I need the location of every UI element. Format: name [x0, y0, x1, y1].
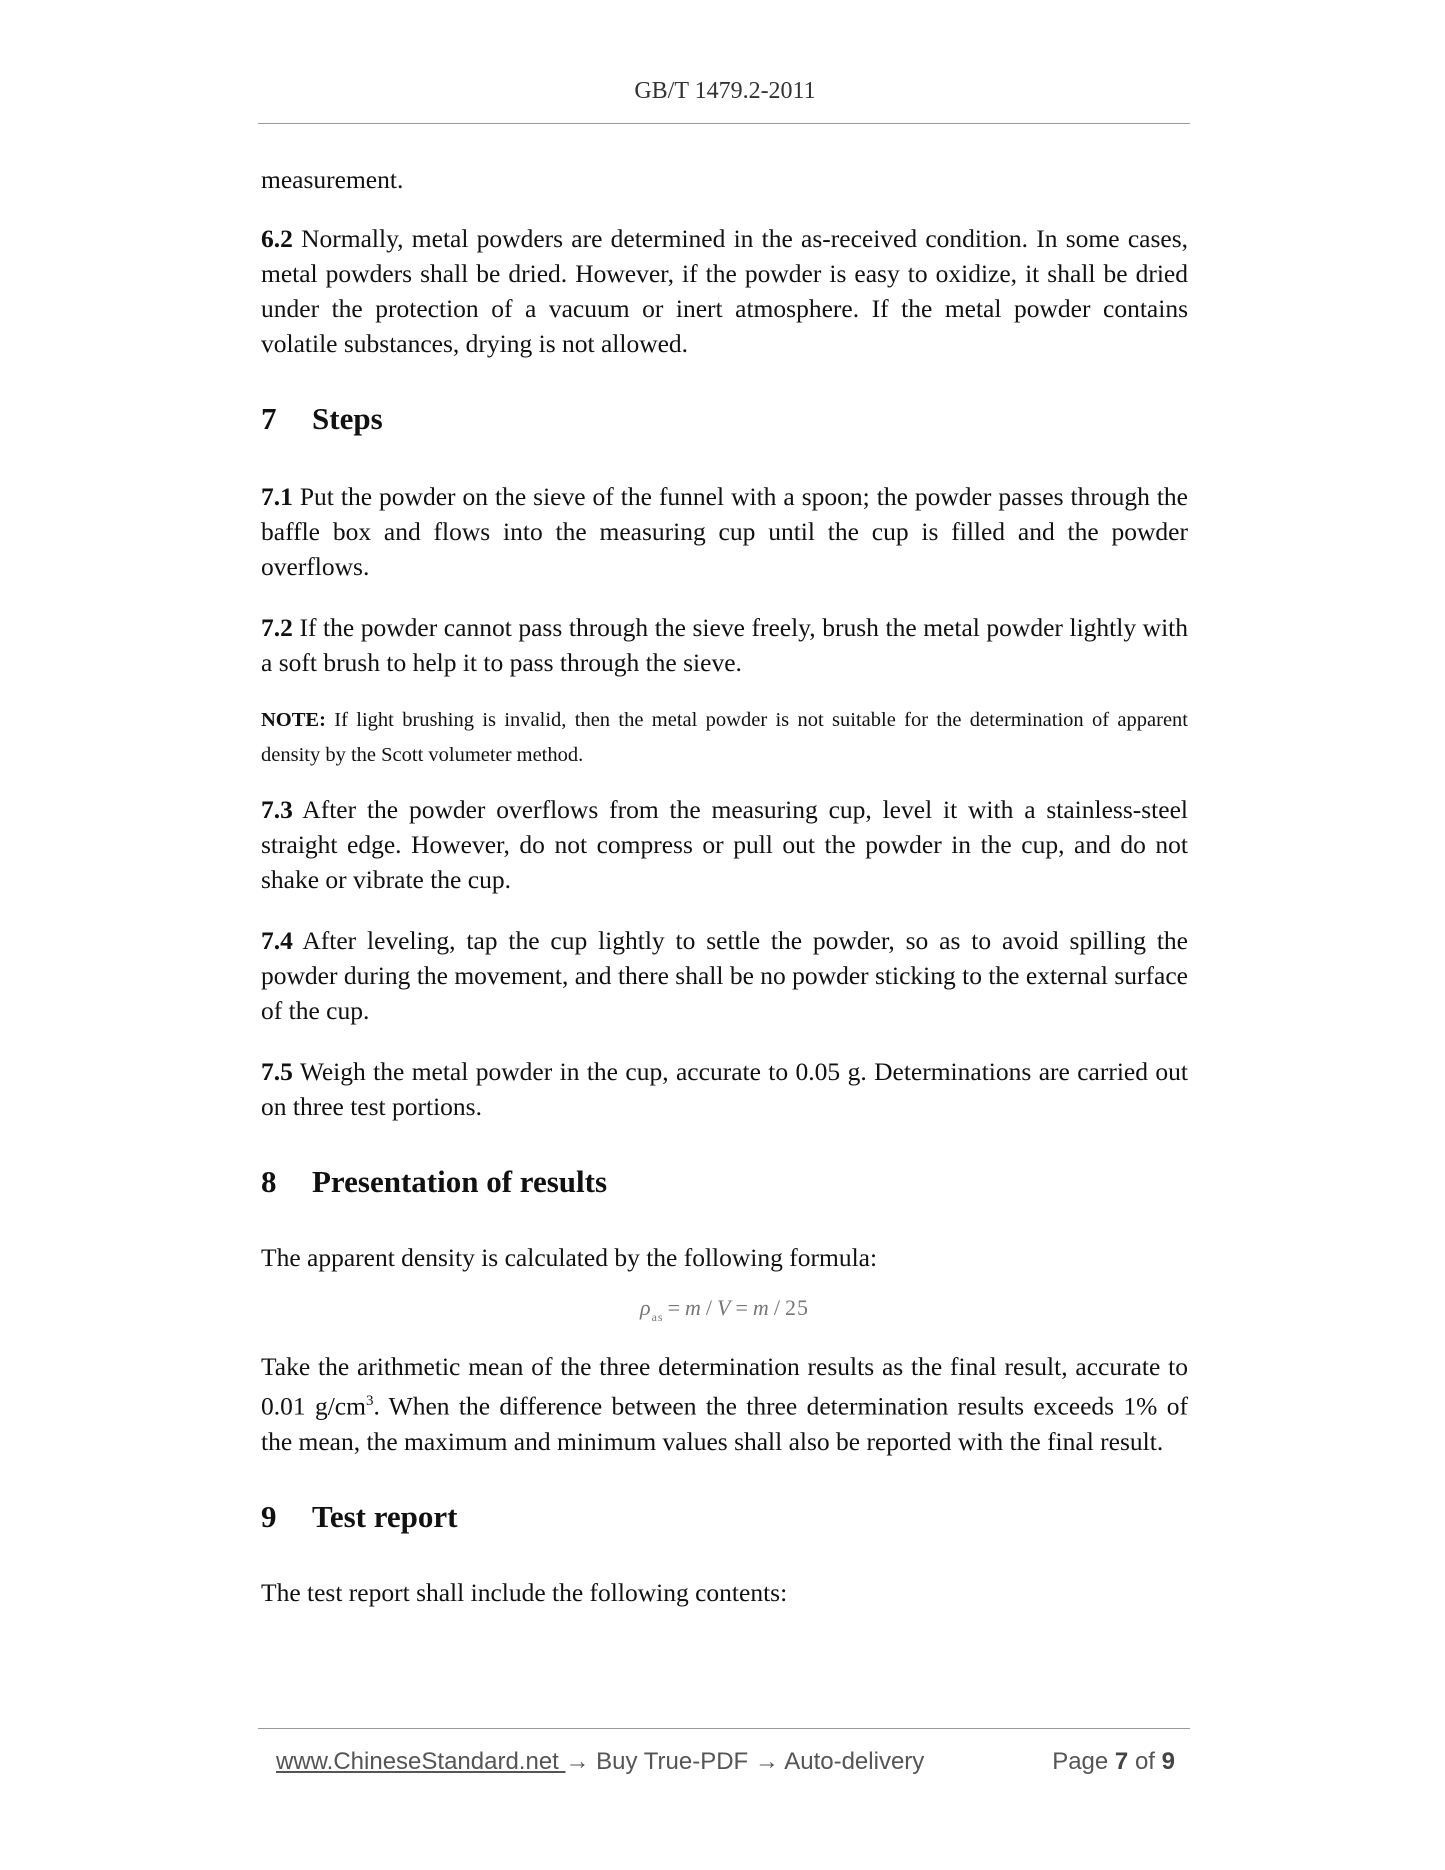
paragraph-intro-text: measurement. — [261, 165, 404, 194]
clause-text: Normally, metal powders are determined in the as-received condition. In some cases, metal powders shall be dried. However, if the powder is easy to oxidize, it shall be dried under the protection of a vacuum or inert atmosphere. If the metal powder contains volatile substances, drying is not allowed. — [261, 224, 1188, 358]
result-text-a: Take the arithmetic mean of the three determination results as the final result, accurate to 0.01 g/cm — [261, 1352, 1188, 1421]
formula-intro — [261, 1240, 1188, 1275]
clause-number: 7.1 — [261, 482, 293, 511]
current-page: 7 — [1114, 1748, 1129, 1775]
clause-number: 7.3 — [261, 795, 293, 824]
section-number: 9 — [261, 1498, 277, 1534]
section-title: Steps — [312, 401, 383, 436]
clause-7-1 — [261, 479, 1188, 584]
website-link[interactable]: www.ChineseStandard.net — [276, 1748, 566, 1775]
formula-divide: / — [773, 1295, 781, 1320]
clause-number: 6.2 — [261, 224, 293, 253]
test-report-intro — [261, 1575, 1188, 1610]
header-divider — [258, 123, 1190, 124]
clause-text: After leveling, tap the cup lightly to settle the powder, so as to avoid spilling the powder during the movement, and there shall be no powder sticking to the external surface of the cup. — [261, 926, 1188, 1025]
arrow-right-icon: → — [565, 1748, 590, 1775]
formula-subscript: as — [651, 1310, 664, 1324]
document-header — [260, 78, 1190, 105]
test-report-intro-text: The test report shall include the following contents: — [261, 1577, 788, 1607]
clause-7-5 — [261, 1054, 1188, 1124]
note-text: If light brushing is invalid, then the metal powder is not suitable for the determination of apparent density by the Scott volumeter method. — [261, 709, 1188, 766]
density-formula — [261, 1295, 1188, 1325]
formula-intro-text: The apparent density is calculated by the following formula: — [261, 1243, 878, 1272]
page-label: Page — [1052, 1748, 1115, 1775]
section-number: 8 — [261, 1164, 277, 1199]
formula-volume: V — [717, 1295, 732, 1320]
formula-constant: 25 — [784, 1295, 809, 1320]
section-number: 7 — [261, 401, 277, 436]
document-id: GB/T 1479.2-2011 — [634, 78, 816, 104]
result-superscript: 3 — [365, 1393, 374, 1409]
formula-equals: = — [667, 1295, 682, 1320]
auto-delivery-text: Auto-delivery — [778, 1748, 925, 1775]
section-heading-9 — [261, 1499, 1188, 1535]
paragraph-intro — [261, 162, 1188, 197]
clause-text: Weigh the metal powder in the cup, accurate to 0.05 g. Determinations are carried out on three test portions. — [261, 1057, 1188, 1121]
section-title: Test report — [312, 1498, 458, 1534]
note — [261, 703, 1188, 773]
section-heading-7 — [261, 401, 1188, 437]
clause-number: 7.4 — [261, 926, 293, 955]
footer-promo — [276, 1748, 924, 1776]
arrow-right-icon: → — [754, 1748, 779, 1775]
of-label: of — [1128, 1748, 1162, 1775]
footer-divider — [258, 1728, 1190, 1729]
result-paragraph — [261, 1349, 1188, 1459]
formula-rho: ρ — [640, 1295, 652, 1320]
note-label: NOTE: — [261, 709, 326, 731]
formula-mass: m — [685, 1295, 702, 1320]
formula-equals: = — [735, 1295, 749, 1320]
section-title: Presentation of results — [312, 1164, 608, 1199]
page-body — [261, 162, 1188, 1610]
clause-7-4 — [261, 923, 1188, 1028]
clause-7-2 — [261, 610, 1188, 680]
formula-mass: m — [752, 1295, 770, 1320]
clause-text: Put the powder on the sieve of the funnel with a spoon; the powder passes through the baffle box and flows into the measuring cup until the cup is filled and the powder overflows. — [261, 482, 1188, 581]
section-heading-8 — [261, 1164, 1188, 1200]
clause-text: After the powder overflows from the measuring cup, level it with a stainless-steel straight edge. However, do not compress or pull out the powder in the cup, and do not shake or vibrate the cup. — [261, 795, 1188, 894]
result-text-b: . When the difference between the three determination results exceeds 1% of the mean, the maximum and minimum values shall also be reported with the final result. — [261, 1391, 1188, 1456]
clause-number: 7.2 — [261, 613, 293, 642]
clause-7-3 — [261, 792, 1188, 897]
clause-text: If the powder cannot pass through the sieve freely, brush the metal powder lightly with a soft brush to help it to pass through the sieve. — [261, 613, 1188, 677]
page-indicator — [1052, 1748, 1175, 1776]
buy-true-pdf-text: Buy True-PDF — [589, 1748, 755, 1775]
total-pages: 9 — [1161, 1748, 1175, 1775]
formula-divide: / — [705, 1295, 714, 1320]
clause-6-2 — [261, 221, 1188, 361]
clause-number: 7.5 — [261, 1057, 293, 1086]
